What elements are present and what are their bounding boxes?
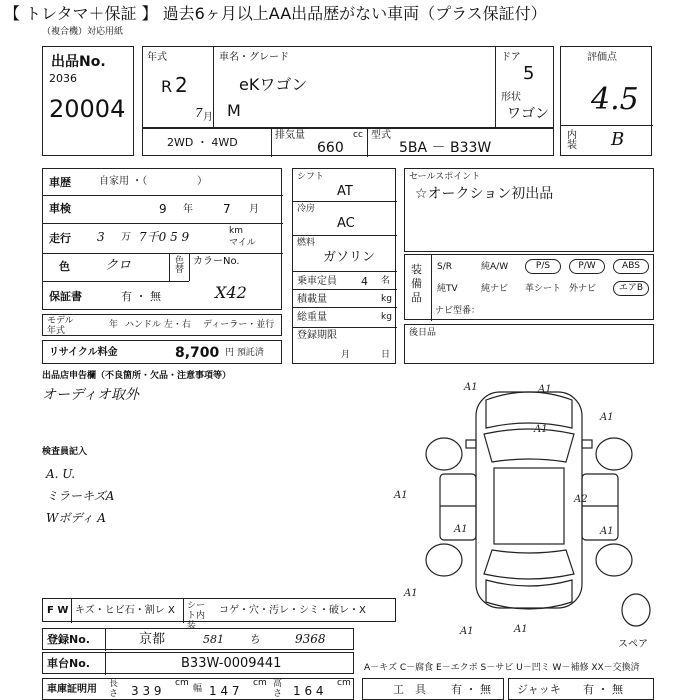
registration-label: 登録No. <box>47 633 90 646</box>
wheel-rear-left <box>426 544 462 576</box>
doors-value: 5 <box>523 63 535 84</box>
divider <box>431 255 432 321</box>
inspection-label: 車検 <box>49 202 71 215</box>
cert-length: 3 3 9 <box>131 684 162 698</box>
score-box <box>560 46 652 156</box>
recycle-row <box>42 340 282 364</box>
wheel-rear-right <box>596 544 632 576</box>
displacement-label: 排気量 <box>275 130 305 141</box>
reg-deadline-month-unit: 月 <box>341 350 351 360</box>
damage-mark: A1 <box>460 626 474 637</box>
cert-height: 1 6 4 <box>293 684 324 698</box>
car-trunk <box>486 580 572 609</box>
spare-label: スペア <box>618 639 648 650</box>
middle-block <box>292 168 396 364</box>
handle-side: ハンドル 左・右 <box>125 320 191 330</box>
mileage-label: 走行 <box>49 232 71 245</box>
equipment-item: 純TV <box>437 284 458 294</box>
inspection-year-unit: 年 <box>183 204 193 215</box>
registration-class: 581 <box>203 633 224 646</box>
lot-box <box>42 46 134 156</box>
cert-row <box>42 678 354 700</box>
seat-label: シート内装 <box>187 601 206 631</box>
damage-mark: A1 <box>600 526 614 537</box>
divider <box>293 307 397 308</box>
aircon-label: 冷房 <box>297 204 316 214</box>
load-label: 積載量 <box>297 294 327 305</box>
reg-deadline-day-unit: 日 <box>381 350 391 360</box>
color-label: 色 <box>59 260 70 273</box>
divider <box>561 125 653 126</box>
shape-value: ワゴン <box>507 106 549 122</box>
lot-label: 出品No. <box>51 54 106 70</box>
score-label: 評価点 <box>587 52 617 63</box>
inspector-line-3: Wボディ A <box>46 511 106 525</box>
displacement-value: 660 <box>317 140 344 156</box>
damage-mark: A1 <box>394 490 408 501</box>
mileage-rest: 7千0 5 9 <box>139 230 190 244</box>
warranty-label: 保証書 <box>49 290 82 303</box>
equipment-item: 革シート <box>525 284 562 294</box>
divider <box>293 271 397 272</box>
divider <box>271 129 272 157</box>
cert-width-label: 幅 <box>193 684 203 694</box>
mileage-man: 3 <box>97 230 105 244</box>
damage-mark: A1 <box>538 384 552 395</box>
chassis-label: 車台No. <box>47 657 90 670</box>
divider <box>495 47 496 129</box>
drive-type: 2WD ・ 4WD <box>167 136 238 149</box>
equipment-item: 純A/W <box>481 262 509 272</box>
equipment-item: S/R <box>437 262 452 272</box>
divider <box>43 195 283 196</box>
damage-mark: A1 <box>600 412 614 423</box>
cert-width: 1 4 7 <box>209 684 240 698</box>
damage-mark: A1 <box>404 588 418 599</box>
warranty-value: 有 ・ 無 <box>121 290 161 303</box>
divider <box>213 47 214 129</box>
equipment-item: 純ナビ <box>481 284 509 294</box>
divider <box>293 235 397 236</box>
damage-mark: A1 <box>534 424 548 435</box>
tools-value: 有 ・ 無 <box>451 683 491 696</box>
inspector-line-2: ミラーキズA <box>46 489 115 503</box>
equipment-item: エアB <box>613 281 649 296</box>
left-info-block <box>42 168 282 310</box>
registration-area: 京都 <box>139 632 166 647</box>
car-rear-window <box>484 550 574 579</box>
year-label: 年式 <box>147 52 167 63</box>
equipment-item: ABS <box>613 259 649 274</box>
jack-value: 有 ・ 無 <box>583 683 623 696</box>
post-installed-label: 後日品 <box>409 328 437 338</box>
model-year-label: モデル年式 <box>47 316 74 336</box>
post-installed-box <box>404 324 654 364</box>
year-value: 2 <box>175 73 188 97</box>
inspection-year: 9 <box>159 202 167 216</box>
car-name: eKワゴン <box>239 75 308 94</box>
damage-mark: A1 <box>464 382 478 393</box>
nav-model-label: ナビ型番： <box>435 306 481 316</box>
gross-label: 総重量 <box>297 312 327 323</box>
year-month: 7 <box>195 106 203 120</box>
divider <box>71 599 72 623</box>
divider <box>105 653 106 675</box>
divider <box>293 289 397 290</box>
mileage-unit-km: km <box>229 226 243 236</box>
inspection-month-unit: 月 <box>249 204 259 215</box>
damage-legend: A－キズ C－腐食 E－エクボ S－サビ U－凹ミ W－補修 XX－交換済 <box>364 663 640 673</box>
wheel-front-right <box>596 438 632 470</box>
sales-point-value: ☆オークション初出品 <box>415 186 554 202</box>
notes-label: 出品店申告欄（不良箇所・欠品・注意事項等） <box>42 371 232 381</box>
mirror-left <box>466 440 476 448</box>
spec-row <box>142 128 554 156</box>
shift-label: シフト <box>297 172 325 182</box>
cert-width-unit: cm <box>253 678 267 688</box>
type-value: 5BA － B33W <box>399 140 492 156</box>
damage-mark: A1 <box>514 624 528 635</box>
divider <box>43 281 189 282</box>
tools-row <box>362 678 504 700</box>
equipment-item: P/S <box>525 259 561 274</box>
history-value: 自家用 ・（ ） <box>99 176 208 187</box>
cert-length-label: 長さ <box>109 679 119 699</box>
divider <box>105 629 106 651</box>
inspection-month: 7 <box>223 202 231 216</box>
chassis-value: B33W-0009441 <box>181 656 282 671</box>
year-month-unit: 月 <box>203 112 213 123</box>
mileage-unit-mile: マイル <box>229 238 256 248</box>
divider <box>183 599 184 623</box>
cert-height-label: 高さ <box>273 679 283 699</box>
year-era: R <box>161 77 173 96</box>
wheel-front-left <box>426 438 462 470</box>
recycle-value: 8,700 <box>175 345 220 361</box>
inspector-line-1: A. U. <box>46 467 76 481</box>
interior-label: 内装 <box>567 130 577 151</box>
notes-value: オーディオ取外 <box>42 387 139 403</box>
divider <box>189 253 190 281</box>
reg-deadline-label: 登録期限 <box>297 330 337 341</box>
fuel-label: 燃料 <box>297 238 316 248</box>
sheet-title: 【 トレタマ＋保証 】 過去6ヶ月以上AA出品歴がない車両（プラス保証付） <box>4 4 547 23</box>
history-label: 車歴 <box>49 176 71 189</box>
divider <box>43 223 283 224</box>
aircon-value: AC <box>337 216 355 231</box>
car-header-box <box>142 46 554 128</box>
car-hood <box>486 392 572 428</box>
cert-height-unit: cm <box>337 678 351 688</box>
cert-label: 車庫証明用 <box>47 684 97 695</box>
divider <box>169 253 170 281</box>
chassis-row <box>42 652 354 674</box>
lot-small: 2036 <box>49 72 77 85</box>
registration-row <box>42 628 354 650</box>
doors-label: ドア <box>501 52 521 63</box>
fuel-value: ガソリン <box>323 250 376 265</box>
score-value: 4.5 <box>591 82 639 117</box>
equipment-item: P/W <box>569 259 605 274</box>
tools-label: 工 具 <box>393 683 426 696</box>
divider <box>367 129 368 157</box>
shift-value: AT <box>337 184 353 199</box>
color-no-value: X42 <box>215 283 247 302</box>
damage-mark: A1 <box>454 524 468 535</box>
fw-label: F W <box>47 605 69 616</box>
model-year-unit: 年 <box>109 320 119 330</box>
capacity-unit: 名 <box>381 276 391 286</box>
spare-tire <box>622 594 650 626</box>
lot-number: 20004 <box>49 95 126 123</box>
jack-label: ジャッキ <box>517 683 561 696</box>
equipment-item: 外ナビ <box>569 284 597 294</box>
fw-row <box>42 598 396 631</box>
type-label: 型式 <box>371 130 391 141</box>
sheet-subtitle: （複合機）対応用紙 <box>42 27 124 37</box>
car-roof <box>494 468 564 544</box>
equipment-label: 装備品 <box>411 263 422 304</box>
recycle-unit: 円 預託済 <box>225 348 264 358</box>
load-unit: kg <box>381 294 392 304</box>
car-damage-diagram <box>394 370 654 640</box>
model-year-row <box>42 314 282 336</box>
sales-point-label: セールスポイント <box>409 172 481 182</box>
car-windshield <box>484 429 574 462</box>
registration-kana: ち <box>249 633 260 646</box>
equipment-box <box>404 254 654 320</box>
gross-unit: kg <box>381 312 392 322</box>
cert-length-unit: cm <box>175 678 189 688</box>
jack-row <box>508 678 654 700</box>
divider <box>293 327 397 328</box>
inspector-label: 検査員記入 <box>42 447 88 457</box>
color-value: クロ <box>105 258 132 273</box>
recycle-label: リサイクル料金 <box>49 347 118 358</box>
dealer-type: ディーラー・並行 <box>203 320 275 330</box>
car-grade: M <box>227 101 241 120</box>
color-change-label: 色替 <box>175 256 185 275</box>
damage-mark: A2 <box>574 494 588 505</box>
displacement-unit: cc <box>353 130 363 140</box>
mileage-man-unit: 万 <box>121 232 131 243</box>
fw-value: キズ・ヒビ石・割レ X <box>75 605 175 616</box>
divider <box>293 201 397 202</box>
color-no-label: カラーNo. <box>193 256 240 267</box>
sales-point-box <box>404 168 654 252</box>
mirror-right <box>582 440 592 448</box>
interior-value: B <box>611 129 625 150</box>
capacity-value: 4 <box>361 275 368 288</box>
registration-number: 9368 <box>295 632 326 646</box>
seat-value: コゲ・穴・汚レ・シミ・破レ・X <box>219 605 366 616</box>
car-name-label: 車名・グレード <box>219 52 289 63</box>
capacity-label: 乗車定員 <box>297 276 337 287</box>
divider <box>43 253 283 254</box>
shape-label: 形状 <box>501 92 521 103</box>
